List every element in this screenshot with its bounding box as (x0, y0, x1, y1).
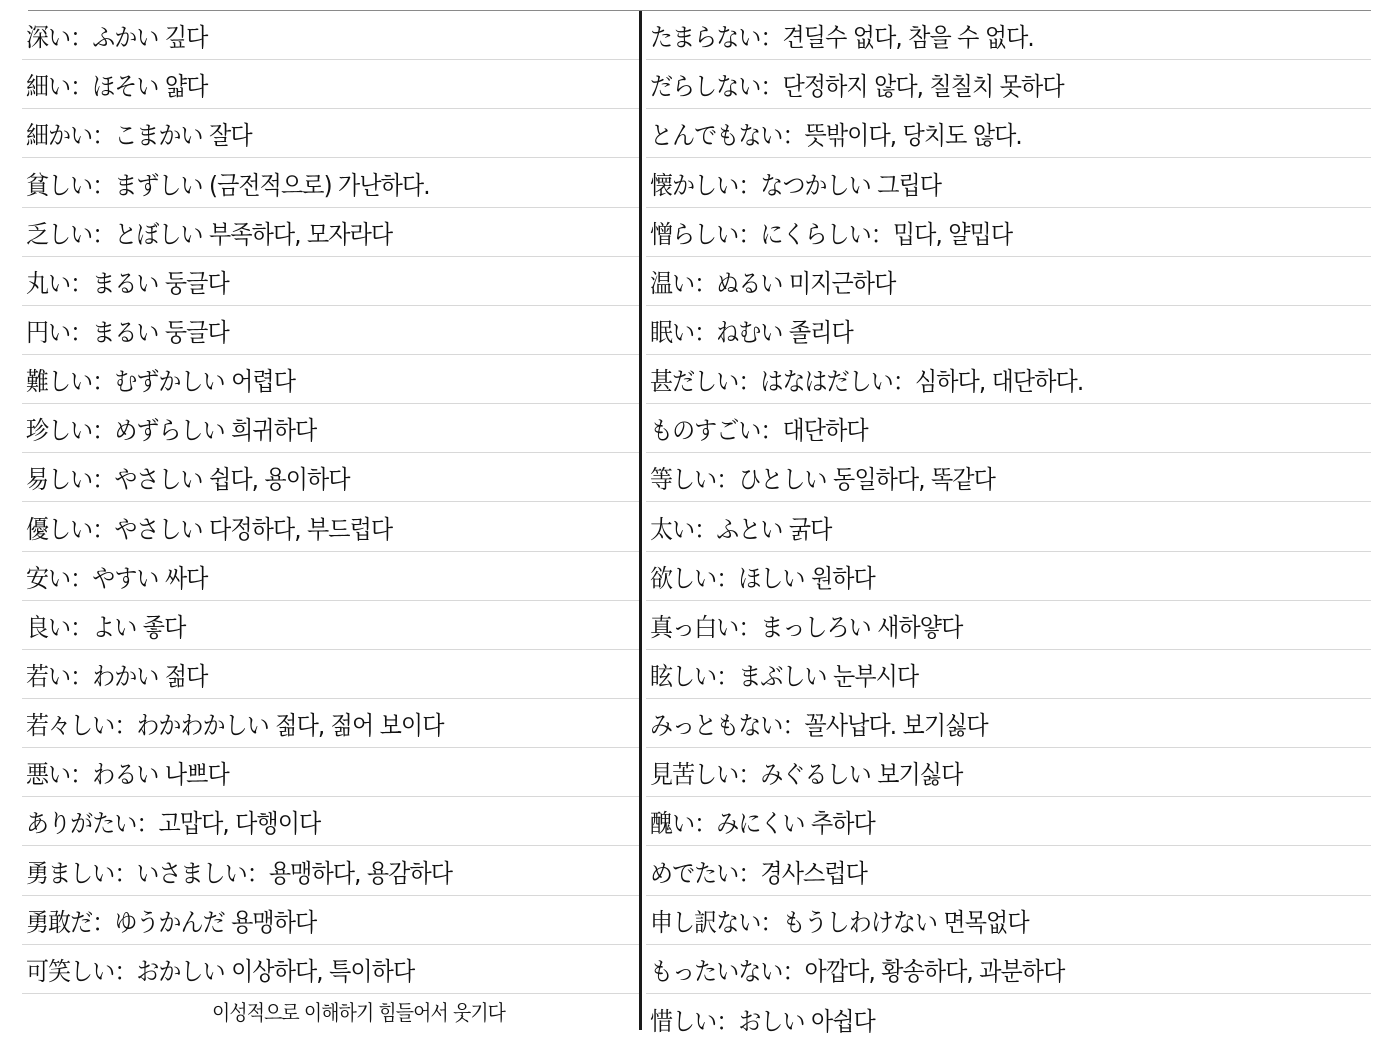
vocab-entry: 欲しい：ほしい 원하다 (650, 563, 875, 593)
vocab-row (646, 945, 1371, 994)
vocab-row (646, 994, 1371, 1043)
vocab-entry: 乏しい：とぼしい 부족하다, 모자라다 (26, 219, 393, 249)
vocab-entry: みっともない：꼴사납다. 보기싫다 (650, 711, 988, 741)
vocab-entry: 太い：ふとい 굵다 (650, 514, 832, 544)
vocab-row (646, 502, 1371, 551)
vocab-row (646, 208, 1371, 257)
vocab-row (646, 453, 1371, 502)
vocab-entry: 良い：よい 좋다 (26, 612, 186, 642)
center-divider (639, 11, 642, 1030)
vocab-row (22, 502, 639, 551)
vocab-entry: 醜い：みにくい 추하다 (650, 809, 875, 839)
vocab-row (646, 748, 1371, 797)
vocab-row (22, 158, 639, 207)
vocab-entry: たまらない：견딜수 없다, 참을 수 없다. (650, 23, 1034, 53)
vocab-entry: もったいない：아깝다, 황송하다, 과분하다 (650, 956, 1065, 986)
vocab-row (22, 208, 639, 257)
vocab-row (646, 650, 1371, 699)
vocab-entry: 見苦しい：みぐるしい 보기싫다 (650, 760, 963, 790)
vocab-row (22, 60, 639, 109)
vocab-entry: 眩しい：まぶしい 눈부시다 (650, 661, 919, 691)
vocab-entry: 等しい：ひとしい 동일하다, 똑같다 (650, 465, 995, 495)
vocab-entry: 易しい：やさしい 쉽다, 용이하다 (26, 465, 350, 495)
vocab-row (22, 109, 639, 158)
vocab-entry: 安い：やすい 싸다 (26, 563, 208, 593)
vocab-entry: 眠い：ねむい 졸리다 (650, 317, 853, 347)
vocab-entry: 円い：まるい 둥글다 (26, 317, 229, 347)
vocab-entry: 優しい：やさしい 다정하다, 부드럽다 (26, 514, 393, 544)
vocab-entry: 若々しい：わかわかしい 젊다, 젊어 보이다 (26, 711, 444, 741)
vocab-row (646, 846, 1371, 895)
vocab-row (22, 257, 639, 306)
vocab-entry: ものすごい：대단하다 (650, 416, 868, 446)
vocab-row (646, 257, 1371, 306)
vocab-entry: 貧しい：まずしい (금전적으로) 가난하다. (26, 170, 430, 200)
left-column (22, 11, 639, 994)
vocab-row (646, 306, 1371, 355)
vocab-row (22, 797, 639, 846)
vocab-entry: 細い：ほそい 얇다 (26, 72, 208, 102)
vocab-entry: 珍しい：めずらしい 희귀하다 (26, 416, 317, 446)
vocab-entry: 丸い：まるい 둥글다 (26, 268, 229, 298)
vocab-row (646, 11, 1371, 60)
vocab-row (646, 355, 1371, 404)
vocab-row (22, 896, 639, 945)
vocab-row (646, 552, 1371, 601)
vocab-entry: 勇敢だ：ゆうかんだ 용맹하다 (26, 907, 317, 937)
vocab-row (22, 552, 639, 601)
vocab-row (22, 748, 639, 797)
vocab-entry: 真っ白い：まっしろい 새하얗다 (650, 612, 963, 642)
vocab-entry: 細かい：こまかい 잘다 (26, 121, 252, 151)
vocab-row (646, 60, 1371, 109)
vocab-entry: 懐かしい：なつかしい 그립다 (650, 170, 942, 200)
vocab-row (22, 699, 639, 748)
vocab-entry: 温い：ぬるい 미지근하다 (650, 268, 896, 298)
vocab-row (646, 896, 1371, 945)
vocab-row (22, 945, 639, 994)
right-column (646, 11, 1371, 1043)
vocab-entry: 甚だしい：はなはだしい：심하다, 대단하다. (650, 367, 1084, 397)
vocab-row (646, 601, 1371, 650)
vocab-entry: 申し訳ない：もうしわけない 면목없다 (650, 907, 1029, 937)
vocab-row (22, 306, 639, 355)
vocab-entry: めでたい：경사스럽다 (650, 858, 867, 888)
vocab-entry: 悪い：わるい 나쁘다 (26, 760, 229, 790)
footnote: 이성적으로 이해하기 힘들어서 웃기다 (212, 1001, 506, 1025)
vocab-row (22, 453, 639, 502)
vocab-entry: だらしない：단정하지 않다, 칠칠치 못하다 (650, 72, 1064, 102)
vocab-row (22, 404, 639, 453)
vocab-row (22, 846, 639, 895)
vocab-row (646, 797, 1371, 846)
vocab-entry: 勇ましい：いさましい：용맹하다, 용감하다 (26, 858, 453, 888)
vocab-entry: 惜しい：おしい 아쉽다 (650, 1006, 875, 1036)
vocab-row (22, 355, 639, 404)
vocab-row (646, 109, 1371, 158)
vocab-row (646, 404, 1371, 453)
vocab-row (646, 158, 1371, 207)
vocab-entry: とんでもない：뜻밖이다, 당치도 않다. (650, 121, 1022, 151)
vocab-row (646, 699, 1371, 748)
vocab-entry: 可笑しい：おかしい 이상하다, 특이하다 (26, 956, 415, 986)
vocab-row (22, 601, 639, 650)
vocab-entry: 深い：ふかい 깊다 (26, 23, 208, 53)
vocab-entry: 若い：わかい 젊다 (26, 661, 208, 691)
vocab-entry: ありがたい：고맙다, 다행이다 (26, 809, 321, 839)
vocab-row (22, 650, 639, 699)
vocab-entry: 憎らしい：にくらしい：밉다, 얄밉다 (650, 219, 1013, 249)
vocab-row (22, 11, 639, 60)
vocab-entry: 難しい：むずかしい 어렵다 (26, 367, 296, 397)
